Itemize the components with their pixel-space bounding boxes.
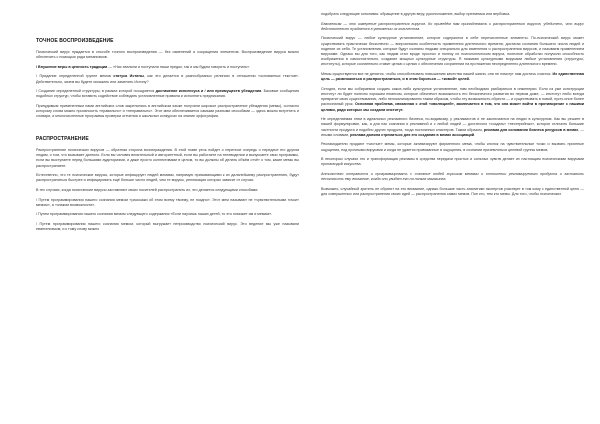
- paragraph: подобрать следующие синонимы: обращение в другую веру, рукоположение, выбор преемника или вербовка.: [321, 12, 511, 16]
- paragraph: [321, 117, 584, 138]
- heading-distribution: РАСПРОСТРАНЕНИЕ: [36, 135, 89, 142]
- text: Сегодня, если мы собираемся создать какое-либо культурное установление, нам необходимо разбираться в инженерии. Если из уже конструкции институт ли будет полезно хорошим нюансом, которые обеспечит возможность его бесконечного развития во первом доме, — институт любо всегда превратит свою существованию, либо нелокализированно таким образом, чтобы эту возможность обрести — и существовать в новой, пусть иное более распознаный урок.: [321, 86, 584, 107]
- paragraph: В некоторых случаях это и трансформация рекламы в средства передачи простых и сильных чувств делает их настоящим психическими вирусами пропагандой искусства.: [321, 157, 584, 167]
- right-page: [321, 12, 584, 418]
- paragraph: Психический вирус — любое культурное установление, которое содержится в себе перечисленные элементы. По-психический вирус может существовать практически бесконечно — вопросником особенность применения длительного времени, достигая сознания большего числа людей и подение их себя. Те установления, которые будут сознаны людьми специально для изменения и распространения вирусов, и называем применением вирусами. Однако вы для того, как людям стал вроде простых и полезу их психологическом вируса, полезное обработки получили способность изображения в самостоятельно, создание мощных культурные структуры. Я называю культурными вирусами любые установления (структуры, институты), которые сознательно ставит целью с целью с обеспечения сохранении на протяжении неопределенно длительного времени.: [321, 36, 584, 67]
- paragraph: [36, 89, 299, 99]
- paragraph: / Путем программирования нашего сознания мемом «расскажи об этом всему твоему, не поздно». Этот мем называют не «чувствительными точки» мемом», а «знаком возможности».: [36, 197, 299, 207]
- italic-paragraph: Антиастеко отправится и программировать с сознание людей хорошим мемами и отношении рекламируемого продукта и заставить несогласить ему внимание, когда они увидят его на полках магазинах.: [321, 172, 584, 182]
- text: — «Нас хвалили и поступали наши предки, так и мы будем говорить и поступать».: [107, 64, 251, 69]
- heading-exact-reproduction: ТОЧНОЕ ВОСПРОИЗВЕДЕНИЕ: [36, 38, 114, 44]
- paragraph: [321, 72, 584, 82]
- text: Мемы существуются все не делятся, чтобы способствовать повышению качества нашей жизни, они не помогут нам достичь счастья.: [321, 72, 553, 76]
- bold-text: статуса Истины: [113, 74, 144, 79]
- text: / Создание определенной структуры, в рамках которой поощряется: [36, 89, 156, 94]
- paragraph: / Путем программирования нашего сознания мемом, который выгружает непроизводство психический вирус. Это ведение мы уже называли евангелизмом, и к тому слову можно: [36, 221, 299, 232]
- text: , — иными словами,: [321, 127, 584, 137]
- text: . Базовые сообщения подобных структур, чтобы вставить содействие соблюдать установленные правила и исполнять предписания.: [36, 89, 299, 99]
- bold-text: / Внушение веры в ценность традиции: [36, 64, 108, 69]
- paragraph: В тех случаях, когда психические вирусы заставляют своих носителей распространять их, это делается следующими способами:: [36, 187, 259, 192]
- text: , как это делается в разнообразных религиях в отношении «основанных текстов». Действительно, зачем вы будете искажать или заменять Истину?: [36, 74, 299, 84]
- italic-paragraph: Евангелизм — это измерение распространения вирусов. Ко приведём нам принадлежать к распространению вирусов, убедитесь, что вирус действительно нуждается в умножении их количества.: [321, 21, 584, 31]
- paragraph: [321, 87, 584, 113]
- paragraph: / Путем программирования нашего сознания мемом следующего содержания «Если научишь наших детей, то это поможет им и мемам».: [36, 212, 273, 217]
- paragraph: Распространение психических вирусов — обратная сторона вознаграждения. В этой главе речь пойдет о переносе очередь о передаче его другим людям, о том, что вызывает данного. Если вы человек влиятельный и авторитетный, если вы работаете на телевидении и выпускаете свои программы, если вы выступаете перед большими аудиториями, и даже просто коллективами в целом, то вы должны об делать объём отчёт о том, какие мемы вы распространяете.: [36, 147, 299, 168]
- text: .: [474, 132, 476, 137]
- paragraph: Психический вирус нуждается в способе точного воспроизведения — без изменений и сокращения элементов. Воспроизведение вируса можно обеспечить с помощью ряда механизмов.: [36, 50, 299, 60]
- text: Не определяемая этим в идеальных рекламного бизнеса, по-видимому, у рекламистов и не заключаются на людях в культурном. Как вы решите в нашей формулировке, как, а для нас сознании и рекламной и с любой людей — достаточно «создать» «нестерийных», которое отличить большие частности продукта и подобно других продукта, тогда постоянных кластеров. Таким образом,: [321, 117, 584, 132]
- bold-text: реклама должна стремиться для его создания в мемах ассоциаций: [350, 132, 475, 137]
- paragraph: [36, 65, 299, 70]
- bold-text: достижение консенсуса и / или преимуществ убеждения: [155, 89, 262, 94]
- bold-text: Основная проблема, связанная с этой «эволюцией», заключается в том, что она может войти в противоречие с нашими целями, ради которых мы создали институт.: [321, 102, 585, 112]
- paragraph: Возможно, случайный зритель не обратит на это внимание, однако большие часть аналитики экспертов участвует в том кому с единственной целю — для совершенных или распространения своих идей — распространения самих мемов. Пое кто, тем кто мемы. Для того, чтобы психических: [321, 186, 584, 196]
- bold-text: Их единственная цель — размножиться и распространиться, и в этом бороться — «комой» целей.: [321, 72, 584, 82]
- paragraph: Рекламодатели продают «чистые» мемы, которые активизируют фирменного мема, чтобы кнопок на чувствительные точки и вызвать приятные ощущения, под прочными вирусами и когда не удается привязанные в ощущения, в сознании приземляться целевой группы мемов.: [321, 142, 584, 152]
- paragraph: Принудимым примененным нами английских слов закрепились в английском языке получили широкое распространение убеждения (мемы), согласно которому слова можно произносить «правильно» и «неправильно». Этот мем обеспечивается самыми разными способами — здесь можно встретить и словари, и многочисленные программы проверки отечения и школьных конкурсах на знание орфографии.: [36, 103, 299, 119]
- paragraph: [36, 74, 299, 84]
- spacer: [36, 124, 299, 130]
- left-page: [36, 12, 299, 418]
- paragraph: Естественно, что те психические вирусы, которые инфицирует людей мемами, напрямую призывающими к их дальнейшему распространению, будут распространяться быстрее и инфицировать ещё больше число людей, чем те вирусы, репликация которых зависит от случая.: [36, 173, 299, 183]
- text: / Придание определенной группе мемов: [36, 74, 114, 79]
- bold-text: реклама для основания бизнеса ресурсов в мемах: [483, 127, 579, 132]
